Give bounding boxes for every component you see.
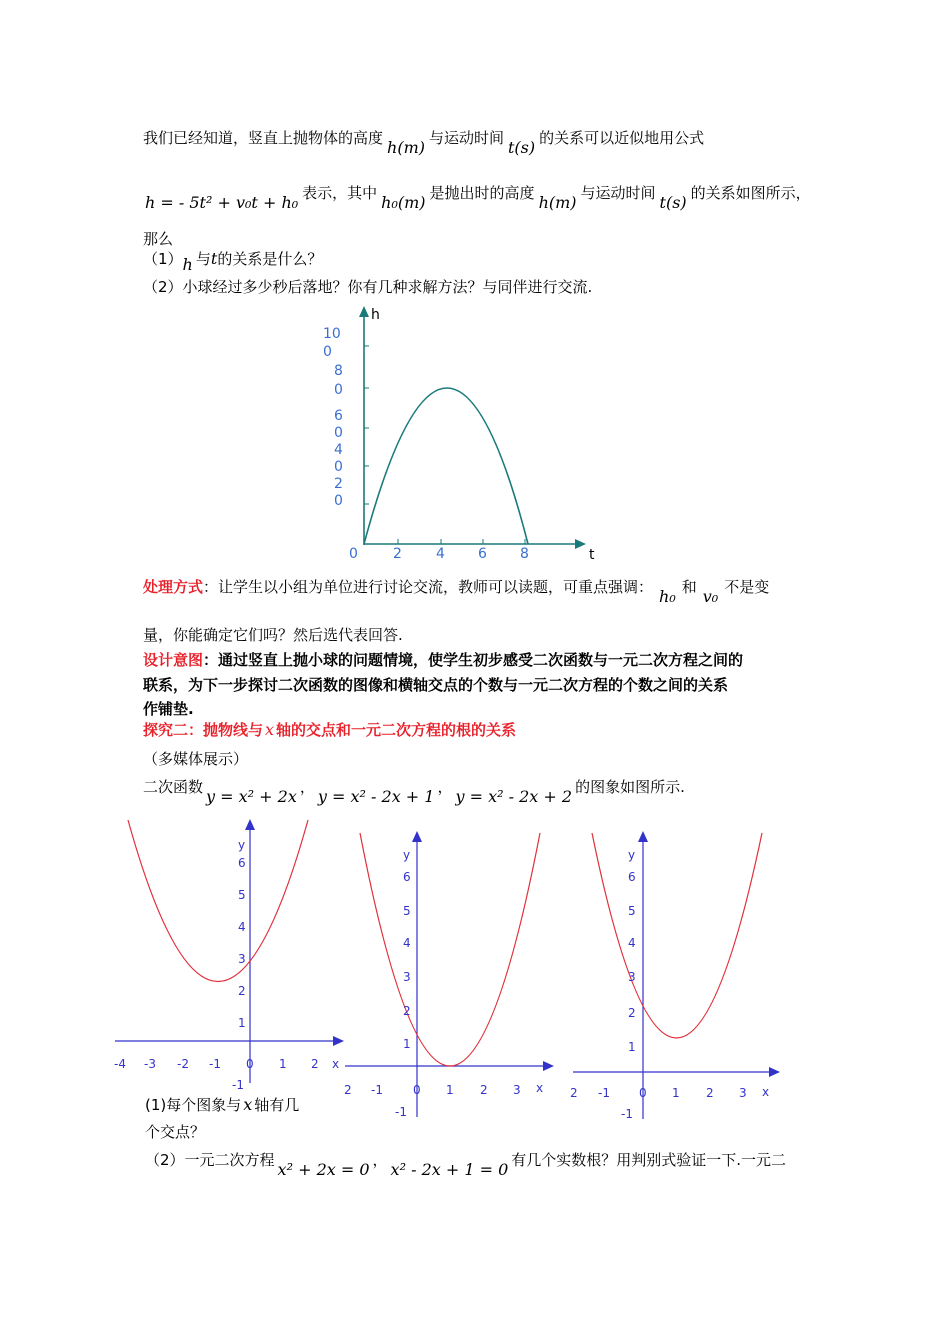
math-v0: v₀ [702,587,719,606]
x-axis-label: t [589,547,595,563]
question-2: （2）小球经过多少秒后落地？你有几种求解方法？与同伴进行交流. [143,278,593,296]
y-tick-label: 6 [628,870,636,884]
text: (1)每个图象与 [145,1096,242,1114]
design-label: 设计意图 [143,651,204,669]
y-tick-label: 3 [628,970,636,984]
math-x: x [243,1095,253,1114]
text: 的关系是什么？ [217,250,323,268]
y-tick-label: 3 [403,970,411,984]
question-1 [143,249,323,274]
y-tick-label: 4 [238,920,246,934]
text: ， [372,1151,388,1169]
y-tick-label: -1 [232,1078,244,1092]
math-f3: y = x² - 2x + 2 [455,787,573,806]
math-t: t [210,249,218,268]
text: 表示，其中 [302,184,378,202]
x-tick-label: 1 [672,1086,680,1100]
text: 是抛出时的高度 [429,184,535,202]
question-intersections-2: 个交点？ [145,1123,206,1141]
x-axis-label: x [332,1057,340,1071]
text: 的关系如图所示， [690,184,811,202]
math-hm: h(m) [387,138,425,157]
y-tick-label: 2 [334,476,343,492]
x-tick-label: 2 [311,1057,319,1071]
math-formula: h = - 5t² + v₀t + h₀ [145,193,299,212]
y-tick-label: 2 [403,1004,411,1018]
x-tick-label: 2 [706,1086,714,1100]
x-tick-label: -2 [177,1057,189,1071]
text: 与 [195,250,211,268]
text: 二次函数 [143,778,204,796]
y-tick-label: 0 [334,459,343,475]
math-hm: h(m) [538,193,577,212]
y-axis-label: y [628,848,636,862]
x-tick-label: 1 [446,1083,454,1097]
y-tick-label: 8 [334,363,343,379]
text: 和 [681,578,697,596]
y-tick-label: 4 [628,936,636,950]
text: （2）一元二次方程 [145,1151,275,1169]
design-line-2: 联系，为下一步探讨二次函数的图像和横轴交点的个数与一元二次方程的个数之间的关系 [143,676,729,694]
y-tick-label: 0 [323,344,332,360]
y-tick-label: 5 [238,888,246,902]
math-eq2: x² - 2x + 1 = 0 [390,1160,509,1179]
functions-line [143,777,685,806]
x-tick-label: -1 [598,1086,610,1100]
text: ：通过竖直上抛小球的问题情境，使学生初步感受二次函数与一元二次方程之间的 [203,651,744,669]
x-tick-label: 3 [513,1083,521,1097]
text: 的图象如图所示. [575,778,685,796]
y-tick-label: 0 [334,493,343,509]
math-x: x [265,720,275,739]
text: 不是变 [724,578,770,596]
y-axis-arrow [245,819,255,830]
x-tick-label: 0 [246,1057,254,1071]
parabola-graph-1 [110,815,350,1095]
x-tick-label: 0 [413,1083,421,1097]
text: 有几个实数根？用判别式验证一下.一元二 [511,1151,787,1169]
math-h0: h₀ [659,587,676,606]
parabola-graph-3 [568,827,793,1127]
y-axis-label: y [403,848,411,862]
x-tick-label: -3 [144,1057,156,1071]
y-tick-label: 4 [334,442,343,458]
parabola-graph-2 [340,827,565,1127]
question-equations [145,1150,787,1179]
y-tick-label: -1 [621,1107,633,1121]
x-axis-label: x [762,1085,770,1099]
intro-line-1 [143,128,705,157]
text: 轴有几 [254,1096,300,1114]
text: （1） [143,250,183,268]
math-ts: t(s) [659,193,687,212]
intro-line-2 [145,183,811,212]
y-tick-label: 0 [334,425,343,441]
y-tick-label: 4 [403,936,411,950]
x-tick-label: -1 [209,1057,221,1071]
y-axis-label: y [238,838,246,852]
x-tick-label: 1 [279,1057,287,1071]
x-tick-label: 3 [739,1086,747,1100]
y-tick-label: 1 [238,1016,246,1030]
parabola-curve [360,833,540,1066]
intro-line-3: 那么 [143,230,174,248]
y-tick-label: 2 [628,1006,636,1020]
math-ts: t(s) [508,138,536,157]
math-h0m: h₀(m) [381,193,426,212]
y-axis-arrow [638,831,648,842]
math-h: h [182,255,193,274]
y-tick-label: 1 [403,1037,411,1051]
y-tick-label: 5 [628,904,636,918]
text: 我们已经知道，竖直上抛物体的高度 [143,129,384,147]
text: ， [299,778,315,796]
design-line-1 [143,650,743,670]
y-tick-label: 6 [238,856,246,870]
text: 的关系可以近似地用公式 [539,129,705,147]
x-tick-label: -4 [114,1057,126,1071]
explore2-title [143,720,516,740]
y-tick-label: 6 [334,408,343,424]
text: 探究二：抛物线与 [143,721,264,739]
y-tick-label: -1 [395,1105,407,1119]
x-tick-label: 6 [478,546,487,562]
x-tick-label: 2 [480,1083,488,1097]
x-tick-label: 4 [436,546,445,562]
design-line-3: 作铺垫. [143,700,194,718]
x-tick-label: -1 [371,1083,383,1097]
y-axis-arrow [359,306,369,317]
y-tick-label: 2 [238,984,246,998]
math-f1: y = x² + 2x [206,787,297,806]
text: 与运动时间 [580,184,656,202]
x-tick-label: 2 [570,1086,578,1100]
text: 与运动时间 [428,129,504,147]
process-line-2: 量，你能确定它们吗？然后选代表回答. [143,626,403,644]
parabola-curve [592,833,762,1038]
process-line-1 [143,577,770,606]
y-tick-label: 1 [628,1040,636,1054]
text: 轴的交点和一元二次方程的根的关系 [276,721,517,739]
x-axis-label: x [536,1081,544,1095]
parabola-curve [128,820,308,982]
x-axis-arrow [543,1061,554,1071]
math-f2: y = x² - 2x + 1 [317,787,435,806]
x-tick-label: 0 [639,1086,647,1100]
math-eq1: x² + 2x = 0 [277,1160,370,1179]
y-tick-label: 0 [334,382,343,398]
x-tick-label: 2 [344,1083,352,1097]
y-tick-label: 3 [238,952,246,966]
x-axis-arrow [575,539,586,549]
question-intersections-1 [145,1095,299,1115]
text: ， [437,778,453,796]
x-axis-arrow [769,1067,780,1077]
y-tick-label: 6 [403,870,411,884]
x-tick-label: 2 [393,546,402,562]
x-tick-label: 0 [349,546,358,562]
height-curve [364,388,528,544]
process-label: 处理方式 [143,578,204,596]
media-note: （多媒体展示） [143,750,249,768]
y-axis-arrow [412,831,422,842]
y-tick-label: 5 [403,904,411,918]
y-axis-label: h [371,307,380,323]
height-time-graph [310,300,610,565]
text: ：让学生以小组为单位进行讨论交流，教师可以读题，可重点强调： [203,578,654,596]
y-tick-label: 10 [323,326,341,342]
x-tick-label: 8 [520,546,529,562]
